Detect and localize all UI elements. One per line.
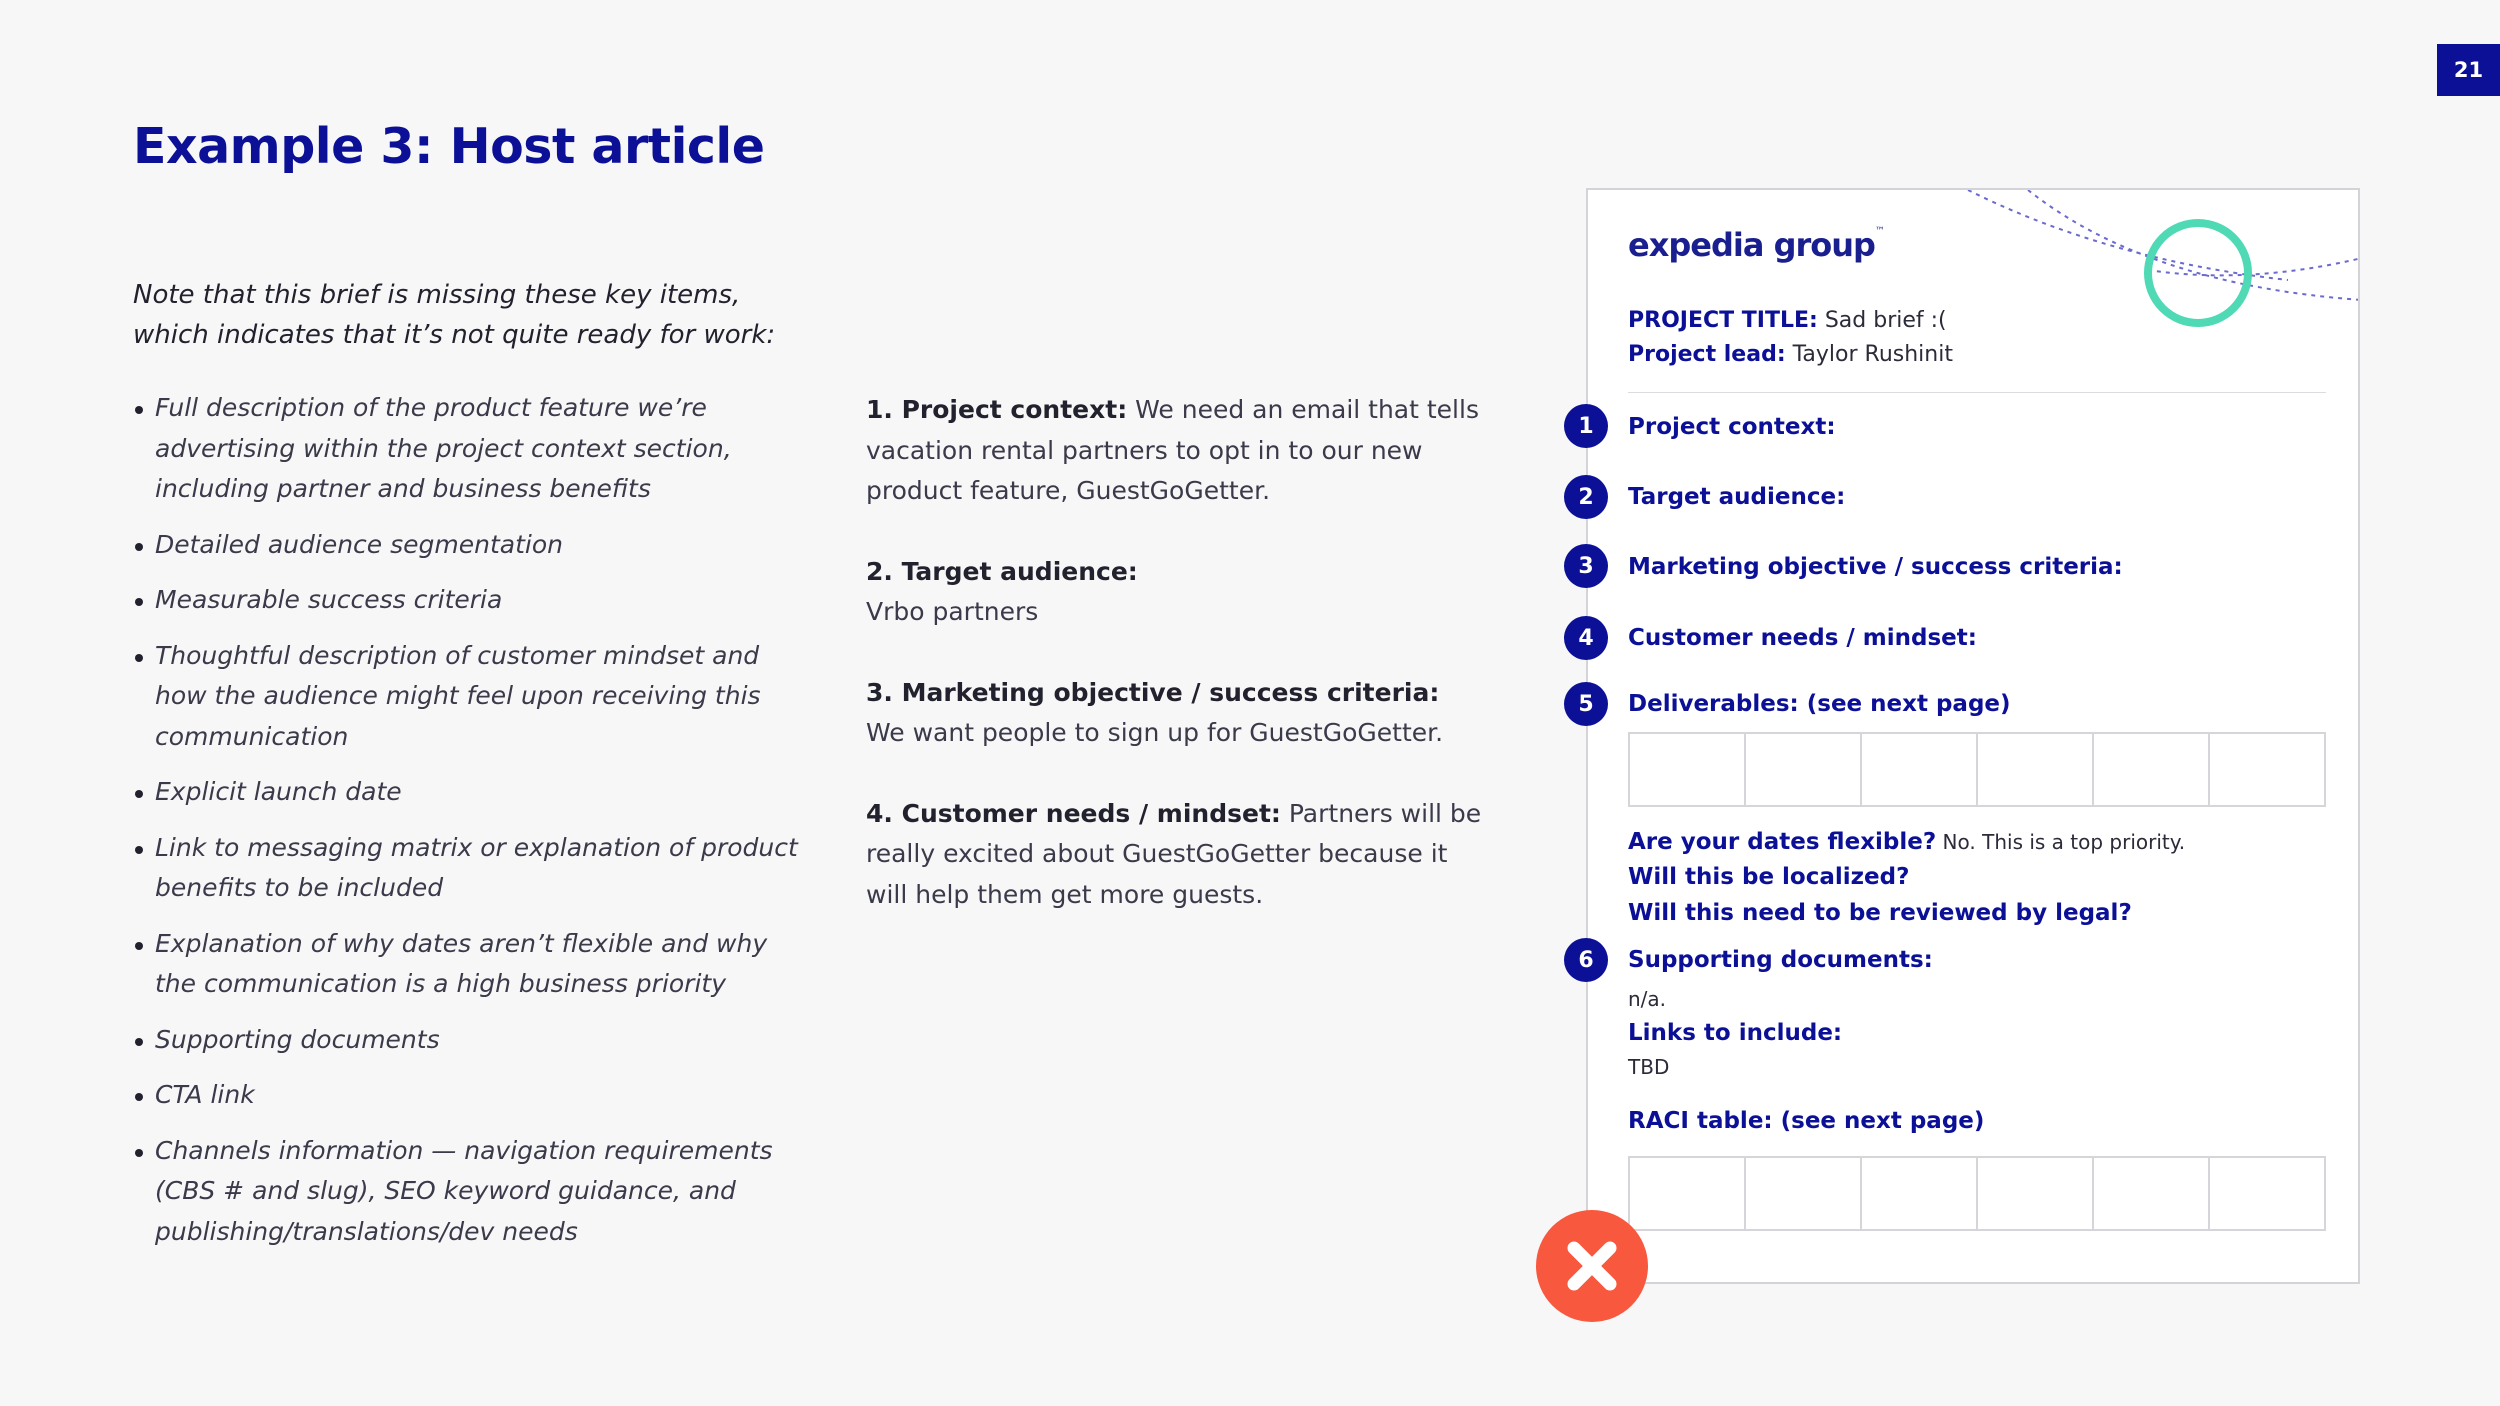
section-marketing-objective: Marketing objective / success criteria: — [1628, 554, 2123, 580]
project-title-label: PROJECT TITLE: — [1628, 308, 1818, 333]
divider — [1628, 392, 2326, 393]
table-cell — [1630, 734, 1746, 805]
table-cell — [2210, 1158, 2324, 1229]
summary-text: We need an email that tells vacation rental partners to opt in to our new product feature, GuestGoGetter. — [866, 395, 1479, 505]
raci-label: RACI table: (see next page) — [1628, 1108, 1985, 1134]
close-icon — [1536, 1210, 1648, 1322]
list-item: Full description of the product feature we’re advertising within the project context section, including partner and business benefits — [133, 388, 813, 510]
step-number-6: 6 — [1564, 938, 1608, 982]
list-item: Explanation of why dates aren’t flexible and why the communication is a high business priority — [133, 924, 813, 1005]
page-number: 21 — [2437, 44, 2500, 96]
logo-mark: ™ — [1874, 226, 1884, 237]
raci-table — [1628, 1156, 2326, 1231]
links-label: Links to include: — [1628, 1020, 1843, 1046]
summary-project-context — [866, 390, 1486, 512]
step-number-1: 1 — [1564, 404, 1608, 448]
summary-label: 2. Target audience: — [866, 556, 1138, 586]
list-item: Detailed audience segmentation — [133, 525, 813, 566]
flexible-dates-row — [1628, 829, 2185, 855]
step-number-4: 4 — [1564, 616, 1608, 660]
summary-text: Partners will be really excited about GuestGoGetter because it will help them get more guests. — [866, 798, 1482, 909]
logo-text: expedia group — [1628, 226, 1875, 264]
list-item: Measurable success criteria — [133, 580, 813, 621]
project-lead-row — [1628, 342, 1953, 367]
list-item: Thoughtful description of customer mindset and how the audience might feel upon receiving this communication — [133, 636, 813, 758]
links-value: TBD — [1628, 1055, 1670, 1079]
step-number-3: 3 — [1564, 544, 1608, 588]
deliverables-table — [1628, 732, 2326, 807]
summary-text: We want people to sign up for GuestGoGetter. — [866, 718, 1444, 747]
list-item: Supporting documents — [133, 1020, 813, 1061]
table-cell — [1862, 734, 1978, 805]
section-supporting-documents: Supporting documents: — [1628, 947, 1933, 973]
step-number-5: 5 — [1564, 682, 1608, 726]
list-item: Channels information — navigation requirements (CBS # and slug), SEO keyword guidance, and publishing/translations/dev needs — [133, 1131, 813, 1253]
summary-marketing-objective — [866, 673, 1486, 754]
list-item: Explicit launch date — [133, 772, 813, 813]
table-cell — [2210, 734, 2324, 805]
expedia-group-logo — [1628, 226, 1884, 264]
summary-target-audience — [866, 552, 1486, 633]
project-title-value: Sad brief :( — [1817, 308, 1947, 333]
legal-review-question: Will this need to be reviewed by legal? — [1628, 900, 2132, 926]
summary-label: 4. Customer needs / mindset: — [866, 798, 1281, 828]
summary-label: 1. Project context: — [866, 395, 1128, 424]
section-deliverables: Deliverables: (see next page) — [1628, 691, 2011, 717]
list-item: CTA link — [133, 1075, 813, 1116]
localized-question: Will this be localized? — [1628, 864, 1910, 890]
summary-text: Vrbo partners — [866, 597, 1039, 626]
table-cell — [1746, 1158, 1862, 1229]
section-customer-needs: Customer needs / mindset: — [1628, 625, 1977, 651]
summary-label: 3. Marketing objective / success criteria: — [866, 677, 1440, 707]
summary-customer-needs — [866, 794, 1486, 916]
page-title: Example 3: Host article — [133, 118, 765, 175]
table-cell — [2094, 734, 2210, 805]
section-project-context: Project context: — [1628, 414, 1836, 440]
supporting-documents-value: n/a. — [1628, 987, 1667, 1011]
intro-note: Note that this brief is missing these key items, which indicates that it’s not quite ready for work: — [133, 280, 776, 350]
missing-items-list — [133, 388, 813, 1267]
flexible-dates-value: No. This is a top priority. — [1936, 830, 2186, 854]
table-cell — [1862, 1158, 1978, 1229]
table-cell — [2094, 1158, 2210, 1229]
step-number-2: 2 — [1564, 475, 1608, 519]
project-lead-label: Project lead: — [1628, 342, 1786, 367]
table-cell — [1746, 734, 1862, 805]
brief-document — [1586, 188, 2360, 1284]
list-item: Link to messaging matrix or explanation of product benefits to be included — [133, 828, 813, 909]
table-cell — [1978, 734, 2094, 805]
brief-summary — [866, 390, 1486, 955]
project-lead-value: Taylor Rushinit — [1785, 342, 1953, 367]
flexible-dates-label: Are your dates flexible? — [1628, 829, 1937, 855]
project-title-row — [1628, 308, 1947, 333]
section-target-audience: Target audience: — [1628, 484, 1846, 510]
table-cell — [1978, 1158, 2094, 1229]
